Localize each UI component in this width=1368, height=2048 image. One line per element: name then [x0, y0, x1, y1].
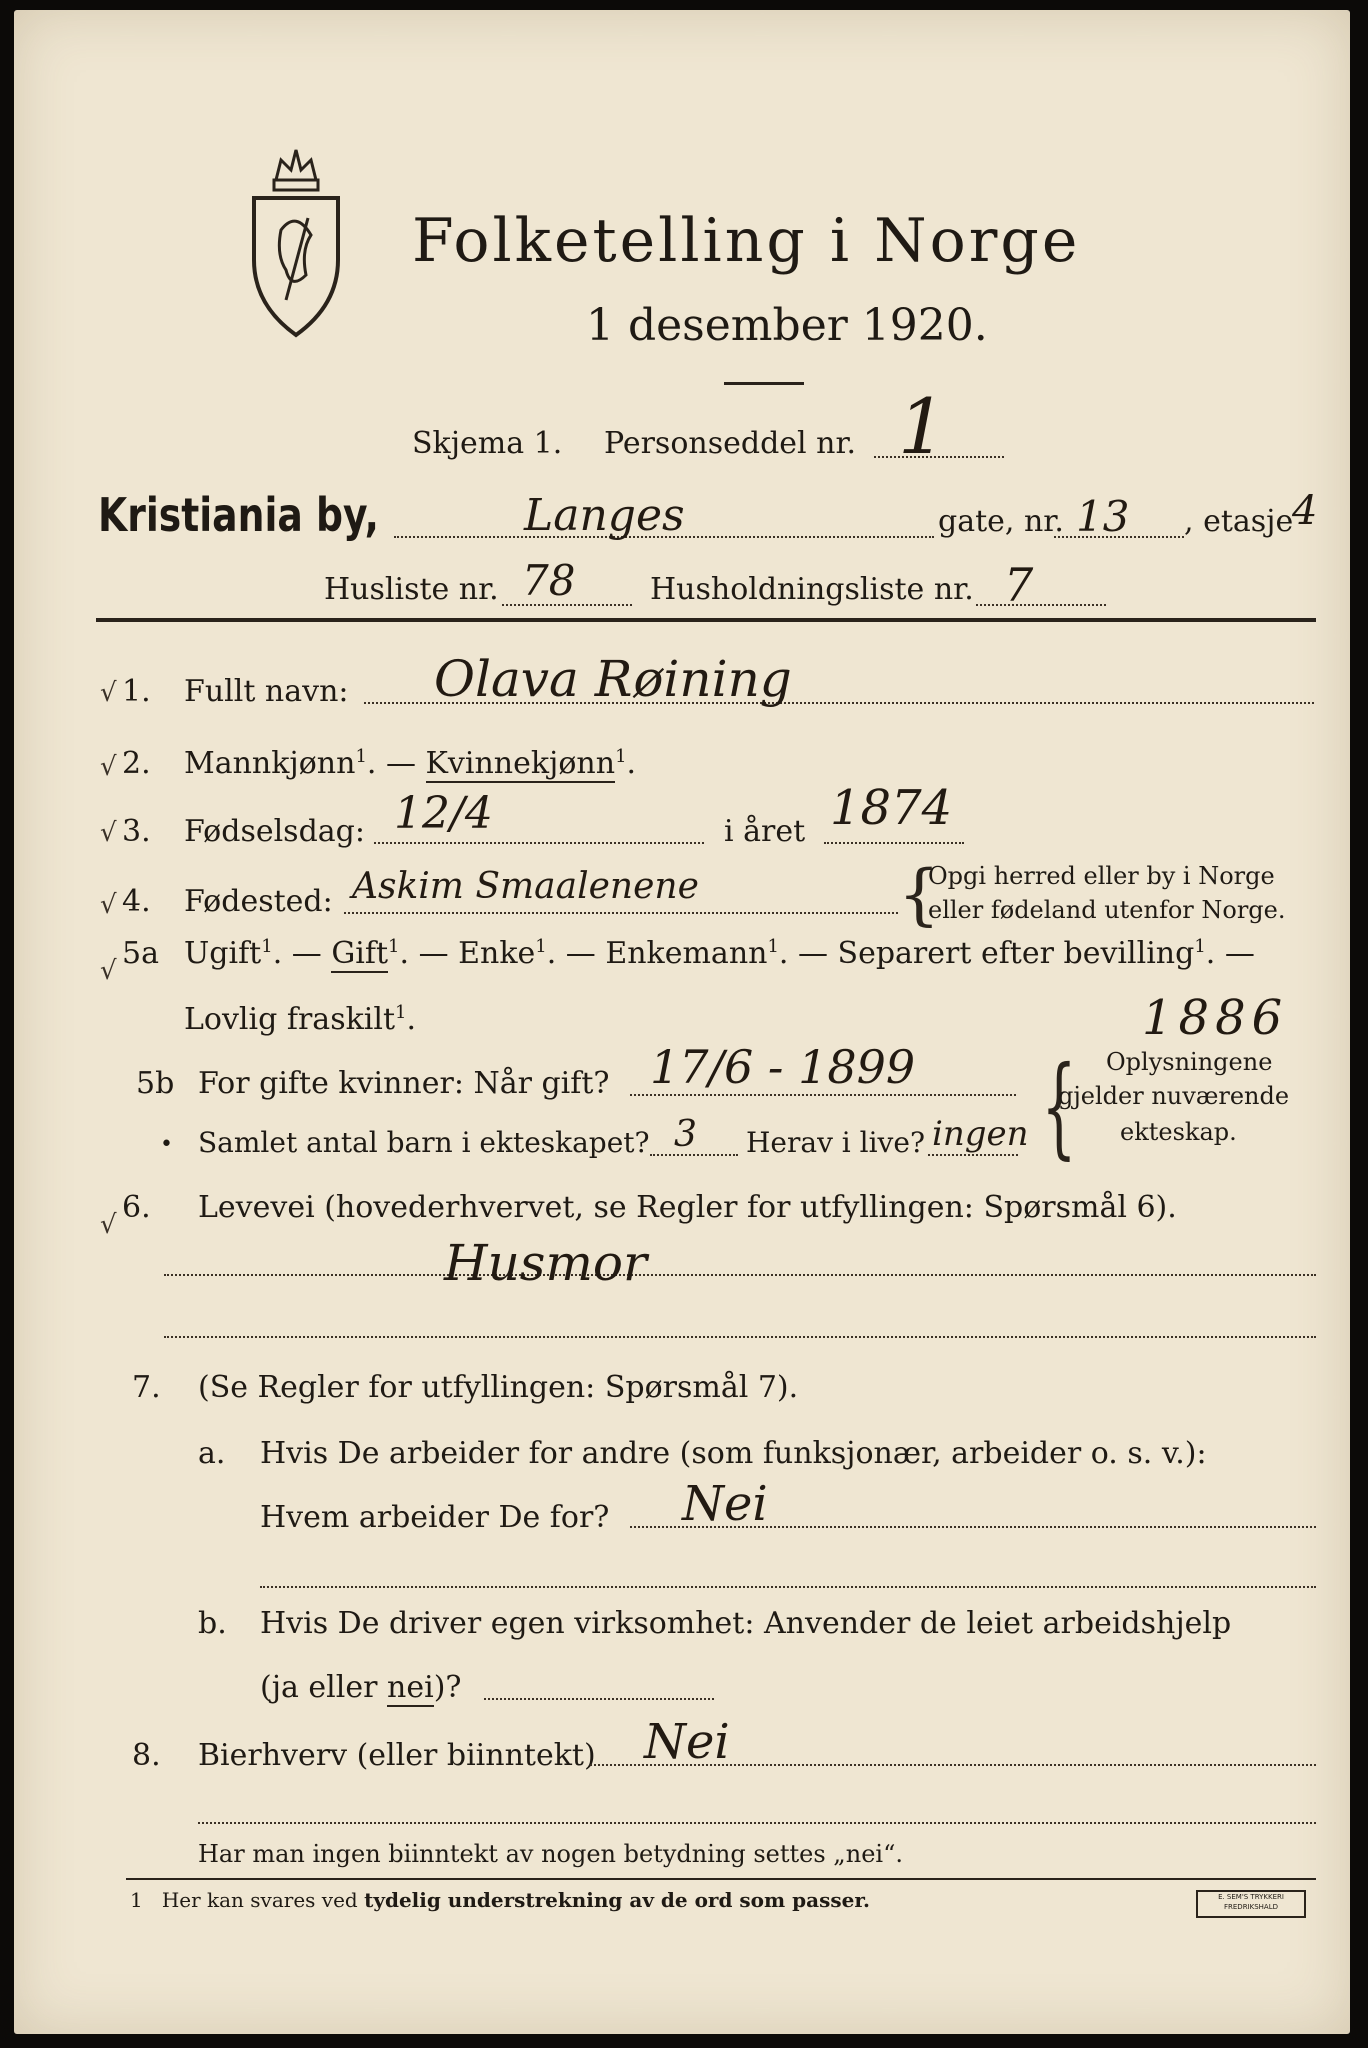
- q5b-label: For gifte kvinner: Når gift?: [198, 1066, 610, 1101]
- q8-number: 8.: [132, 1738, 161, 1773]
- etasje-label: , etasje: [1184, 504, 1294, 539]
- husholdning-line: [976, 604, 1106, 606]
- q5a-option-separert[interactable]: . — Separert efter bevilling: [778, 936, 1195, 971]
- street-value[interactable]: Langes: [524, 490, 685, 541]
- personseddel-value[interactable]: 1: [898, 382, 947, 471]
- q2-option-mann[interactable]: Mannkjønn: [184, 746, 356, 781]
- norway-coat-of-arms-icon: [246, 140, 346, 340]
- q5b-value[interactable]: 17/6 - 1899: [650, 1040, 916, 1094]
- q5a-line2: Lovlig fraskilt$^1$.: [184, 1002, 417, 1037]
- form-number-label: Skjema 1.: [412, 426, 563, 461]
- personseddel-label: Personseddel nr.: [604, 426, 857, 461]
- q8-label: Bierhverv (eller biinntekt): [198, 1738, 596, 1773]
- q8-line-2: [198, 1822, 1316, 1824]
- q7a-line1: Hvis De arbeider for andre (som funksjonær, arbeider o. s. v.):: [260, 1436, 1207, 1471]
- q8-value[interactable]: Nei: [644, 1714, 730, 1770]
- q6-line-2: [164, 1336, 1316, 1338]
- q7b-letter: b.: [198, 1606, 227, 1641]
- q5a-options: Ugift$^1$. — Gift$^1$. — Enke$^1$. — Enkemann$^1$. — Separert efter bevilling$^1$. —: [184, 936, 1255, 971]
- title-rule: [724, 382, 804, 385]
- printer-mark: E. SEM'S TRYKKERI FREDRIKSHALD: [1196, 1890, 1306, 1918]
- etasje-value[interactable]: 4: [1292, 488, 1318, 534]
- q7-label: (Se Regler for utfyllingen: Spørsmål 7).: [198, 1370, 799, 1405]
- q3-label: Fødselsdag:: [184, 814, 365, 849]
- q7b-line1: Hvis De driver egen virksomhet: Anvender de leiet arbeidshjelp: [260, 1606, 1232, 1641]
- q7a-line2: Hvem arbeider De for?: [260, 1500, 610, 1535]
- q5a-option-ugift[interactable]: Ugift: [184, 936, 262, 971]
- check-mark-icon: √: [100, 890, 117, 920]
- q3-number: 3.: [122, 814, 151, 849]
- q4-note-line1: Opgi herred eller by i Norge: [928, 862, 1275, 890]
- q6-number: 6.: [122, 1190, 151, 1225]
- q3-line: [374, 842, 704, 844]
- q5b-children-value[interactable]: 3: [674, 1114, 697, 1155]
- q5b-note-line2: gjelder nuværende: [1058, 1082, 1290, 1110]
- q3-year-label: i året: [724, 814, 806, 849]
- q6-label: Levevei (hovederhvervet, se Regler for utfyllingen: Spørsmål 6).: [198, 1190, 1177, 1225]
- q7-number: 7.: [132, 1370, 161, 1405]
- q5b-note-line1: Oplysningene: [1106, 1048, 1273, 1076]
- husliste-value[interactable]: 78: [522, 556, 576, 605]
- check-mark-icon: √: [100, 818, 117, 848]
- q5a-option-enke[interactable]: . — Enke: [399, 936, 536, 971]
- q5b-children-label: Samlet antal barn i ekteskapet?: [198, 1126, 650, 1159]
- form-title: Folketelling i Norge: [412, 206, 1081, 276]
- check-mark-icon: √: [100, 678, 117, 708]
- q7a-line-2: [260, 1586, 1316, 1588]
- q1-value[interactable]: Olava Røining: [434, 650, 792, 708]
- bullet-icon: •: [160, 1132, 173, 1157]
- q4-value[interactable]: Askim Smaalenene: [352, 866, 699, 907]
- header-divider: [96, 618, 1316, 622]
- q4-line: [344, 912, 898, 914]
- husholdning-label: Husholdningsliste nr.: [650, 572, 974, 607]
- q4-note-line2: eller fødeland utenfor Norge.: [928, 896, 1286, 924]
- check-mark-icon: √: [100, 1210, 117, 1240]
- q4-number: 4.: [122, 884, 151, 919]
- q6-line-1: [164, 1274, 1316, 1276]
- q7b-line: [484, 1698, 714, 1700]
- q7a-letter: a.: [198, 1436, 226, 1471]
- footer-note: Har man ingen biinntekt av nogen betydning settes „nei“.: [198, 1840, 903, 1868]
- q7b-line2: (ja eller nei)?: [260, 1670, 462, 1705]
- q7b-option-nei[interactable]: nei: [387, 1670, 434, 1705]
- q3-year-line: [824, 842, 964, 844]
- q5b-alive-value[interactable]: ingen: [932, 1114, 1029, 1154]
- q2-options: Mannkjønn$^1$. — Kvinnekjønn$^1$.: [184, 746, 637, 781]
- q1-number: 1.: [122, 674, 151, 709]
- q5b-number: 5b: [136, 1066, 175, 1101]
- q5a-option-fraskilt[interactable]: Lovlig fraskilt: [184, 1002, 396, 1037]
- q5b-note-line3: ekteskap.: [1120, 1118, 1237, 1146]
- q1-label: Fullt navn:: [184, 674, 349, 709]
- husholdning-value[interactable]: 7: [1004, 558, 1034, 612]
- q5b-line: [630, 1094, 1016, 1096]
- census-date: 1 desember 1920.: [586, 300, 988, 351]
- q5b-brace: {: [1041, 1042, 1077, 1170]
- census-form-sheet: [14, 10, 1350, 2034]
- q5a-number: 5a: [122, 936, 159, 971]
- q6-value[interactable]: Husmor: [444, 1234, 647, 1292]
- q2-option-kvinne[interactable]: Kvinnekjønn: [425, 746, 616, 781]
- gate-nr-value[interactable]: 13: [1076, 492, 1130, 541]
- q3-value[interactable]: 12/4: [394, 788, 493, 839]
- q5b-alive-line: [928, 1154, 1018, 1156]
- q5b-alive-label: Herav i live?: [746, 1126, 925, 1159]
- q5a-option-enkemann[interactable]: . — Enkemann: [546, 936, 768, 971]
- q2-number: 2.: [122, 746, 151, 781]
- q7a-value[interactable]: Nei: [682, 1476, 768, 1532]
- city-label: Kristiania by,: [98, 488, 379, 542]
- q4-brace: {: [898, 856, 940, 933]
- gate-nr-label: gate, nr.: [938, 504, 1064, 539]
- q5a-option-gift[interactable]: Gift: [331, 936, 389, 971]
- q5a-margin-year: 1886: [1142, 990, 1289, 1046]
- husliste-label: Husliste nr.: [324, 572, 499, 607]
- footer-divider: [126, 1878, 1316, 1880]
- check-mark-icon: √: [100, 752, 117, 782]
- footnote: 1 Her kan svares ved tydelig understrekning av de ord som passer.: [130, 1888, 870, 1912]
- q4-label: Fødested:: [184, 884, 333, 919]
- q3-year-value[interactable]: 1874: [830, 780, 953, 836]
- check-mark-icon: √: [100, 956, 117, 986]
